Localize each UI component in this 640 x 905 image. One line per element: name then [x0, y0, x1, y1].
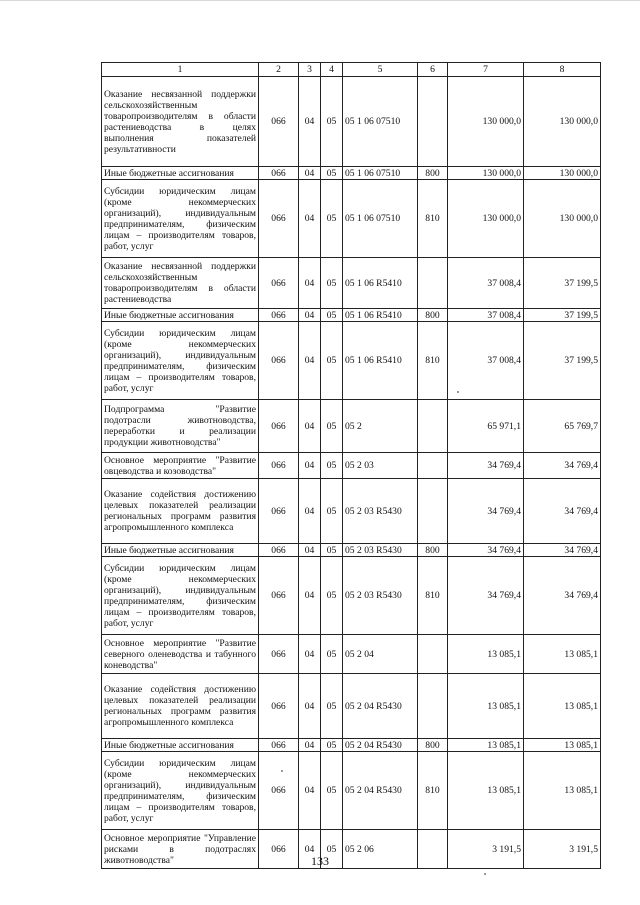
- amount-col8: 13 085,1: [524, 635, 601, 674]
- expense-type: [418, 635, 448, 674]
- target-article: 05 2 04 R5430: [343, 739, 418, 752]
- section-code: 04: [299, 557, 321, 635]
- amount-col7: 13 085,1: [448, 739, 524, 752]
- target-article: 05 1 06 07510: [343, 180, 418, 258]
- row-description: Иные бюджетные ассигнования: [102, 739, 259, 752]
- column-number: 4: [321, 63, 343, 77]
- target-article: 05 2 04 R5430: [343, 674, 418, 739]
- amount-col7: 3 191,5: [448, 830, 524, 869]
- section-code: 04: [299, 400, 321, 453]
- subsection-code: 05: [321, 635, 343, 674]
- row-description: Основное мероприятие "Управление рисками в подотраслях животноводства": [102, 830, 259, 869]
- ministry-code: 066: [259, 752, 299, 830]
- target-article: 05 2 03 R5430: [343, 544, 418, 557]
- table-row: [102, 322, 601, 400]
- table-row: [102, 309, 601, 322]
- ministry-code: 066: [259, 453, 299, 479]
- ministry-code: 066: [259, 309, 299, 322]
- row-description: Субсидии юридическим лицам (кроме некоммерческих организаций), индивидуальным предпринимателям, физическим лицам – производителям товаров, работ, услуг: [102, 752, 259, 830]
- amount-col7: 13 085,1: [448, 635, 524, 674]
- amount-col8: 130 000,0: [524, 167, 601, 180]
- amount-col8: 34 769,4: [524, 557, 601, 635]
- column-number: 7: [448, 63, 524, 77]
- expense-type: 800: [418, 167, 448, 180]
- amount-col8: 130 000,0: [524, 180, 601, 258]
- ministry-code: 066: [259, 322, 299, 400]
- target-article: 05 2 03 R5430: [343, 479, 418, 544]
- table-row: [102, 635, 601, 674]
- expense-type: 800: [418, 309, 448, 322]
- target-article: 05 2: [343, 400, 418, 453]
- section-code: 04: [299, 309, 321, 322]
- scan-edge: [0, 0, 640, 1]
- section-code: 04: [299, 635, 321, 674]
- target-article: 05 2 04: [343, 635, 418, 674]
- expense-type: 800: [418, 739, 448, 752]
- amount-col7: 34 769,4: [448, 544, 524, 557]
- amount-col8: 34 769,4: [524, 479, 601, 544]
- amount-col8: 37 199,5: [524, 322, 601, 400]
- table-row: [102, 674, 601, 739]
- row-description: Основное мероприятие "Развитие северного оленеводства и табунного коневодства": [102, 635, 259, 674]
- table-row: [102, 479, 601, 544]
- target-article: 05 2 03 R5430: [343, 557, 418, 635]
- column-number: 1: [102, 63, 259, 77]
- table-row: [102, 739, 601, 752]
- amount-col7: 130 000,0: [448, 180, 524, 258]
- column-number: 2: [259, 63, 299, 77]
- amount-col8: 13 085,1: [524, 674, 601, 739]
- row-description: Оказание содействия достижению целевых показателей реализации региональных программ развития агропромышленного комплекса: [102, 479, 259, 544]
- table-row: [102, 752, 601, 830]
- row-description: Основное мероприятие "Развитие овцеводства и козоводства": [102, 453, 259, 479]
- table-row: [102, 453, 601, 479]
- amount-col7: 13 085,1: [448, 752, 524, 830]
- ministry-code: 066: [259, 739, 299, 752]
- target-article: 05 2 04 R5430: [343, 752, 418, 830]
- amount-col8: 130 000,0: [524, 77, 601, 167]
- expense-type: 810: [418, 180, 448, 258]
- ministry-code: 066: [259, 674, 299, 739]
- amount-col8: 37 199,5: [524, 309, 601, 322]
- subsection-code: 05: [321, 557, 343, 635]
- expense-type: [418, 479, 448, 544]
- expense-type: 810: [418, 557, 448, 635]
- table-row: [102, 544, 601, 557]
- amount-col8: 34 769,4: [524, 453, 601, 479]
- ministry-code: 066: [259, 77, 299, 167]
- row-description: Субсидии юридическим лицам (кроме некоммерческих организаций), индивидуальным предпринимателям, физическим лицам – производителям товаров, работ, услуг: [102, 322, 259, 400]
- amount-col7: 34 769,4: [448, 557, 524, 635]
- subsection-code: 05: [321, 830, 343, 869]
- section-code: 04: [299, 479, 321, 544]
- section-code: 04: [299, 167, 321, 180]
- column-number: 3: [299, 63, 321, 77]
- expense-type: [418, 400, 448, 453]
- expense-type: [418, 453, 448, 479]
- amount-col7: 65 971,1: [448, 400, 524, 453]
- subsection-code: 05: [321, 167, 343, 180]
- target-article: 05 1 06 R5410: [343, 322, 418, 400]
- section-code: 04: [299, 180, 321, 258]
- subsection-code: 05: [321, 453, 343, 479]
- table-row: [102, 400, 601, 453]
- subsection-code: 05: [321, 77, 343, 167]
- table-row: [102, 167, 601, 180]
- row-description: Оказание содействия достижению целевых показателей реализации региональных программ развития агропромышленного комплекса: [102, 674, 259, 739]
- ministry-code: 066: [259, 479, 299, 544]
- section-code: 04: [299, 674, 321, 739]
- subsection-code: 05: [321, 322, 343, 400]
- column-number: 8: [524, 63, 601, 77]
- ministry-code: 066: [259, 635, 299, 674]
- amount-col7: 130 000,0: [448, 77, 524, 167]
- subsection-code: 05: [321, 544, 343, 557]
- section-code: 04: [299, 544, 321, 557]
- row-description: Субсидии юридическим лицам (кроме некоммерческих организаций), индивидуальным предпринимателям, физическим лицам – производителям товаров, работ, услуг: [102, 557, 259, 635]
- expense-type: [418, 77, 448, 167]
- section-code: 04: [299, 322, 321, 400]
- subsection-code: 05: [321, 752, 343, 830]
- ministry-code: 066: [259, 557, 299, 635]
- target-article: 05 2 06: [343, 830, 418, 869]
- amount-col8: 37 199,5: [524, 258, 601, 309]
- amount-col7: 13 085,1: [448, 674, 524, 739]
- row-description: Подпрограмма "Развитие подотрасли животноводства, переработки и реализации продукции животноводства": [102, 400, 259, 453]
- subsection-code: 05: [321, 674, 343, 739]
- row-description: Оказание несвязанной поддержки сельскохозяйственным товаропроизводителям в области растениеводства: [102, 258, 259, 309]
- subsection-code: 05: [321, 739, 343, 752]
- table-row: [102, 77, 601, 167]
- amount-col7: 130 000,0: [448, 167, 524, 180]
- scan-speck: [484, 873, 486, 875]
- section-code: 04: [299, 830, 321, 869]
- row-description: Субсидии юридическим лицам (кроме некоммерческих организаций), индивидуальным предпринимателям, физическим лицам – производителям товаров, работ, услуг: [102, 180, 259, 258]
- subsection-code: 05: [321, 400, 343, 453]
- target-article: 05 1 06 07510: [343, 77, 418, 167]
- column-number: 6: [418, 63, 448, 77]
- amount-col7: 37 008,4: [448, 258, 524, 309]
- subsection-code: 05: [321, 258, 343, 309]
- table-row: [102, 258, 601, 309]
- table-header-row: [102, 63, 601, 77]
- section-code: 04: [299, 739, 321, 752]
- amount-col7: 34 769,4: [448, 479, 524, 544]
- page-number: 133: [311, 854, 329, 868]
- ministry-code: 066: [259, 180, 299, 258]
- expense-type: 810: [418, 322, 448, 400]
- row-description: Иные бюджетные ассигнования: [102, 544, 259, 557]
- scan-speck: [457, 391, 459, 393]
- expense-type: 800: [418, 544, 448, 557]
- row-description: Оказание несвязанной поддержки сельскохозяйственным товаропроизводителям в области растениеводства в целях выполнения показателей результативности: [102, 77, 259, 167]
- table-row: [102, 557, 601, 635]
- expense-type: [418, 674, 448, 739]
- ministry-code: 066: [259, 544, 299, 557]
- column-number: 5: [343, 63, 418, 77]
- ministry-code: 066: [259, 167, 299, 180]
- target-article: 05 1 06 R5410: [343, 309, 418, 322]
- amount-col7: 34 769,4: [448, 453, 524, 479]
- amount-col7: 37 008,4: [448, 309, 524, 322]
- section-code: 04: [299, 77, 321, 167]
- expense-type: [418, 258, 448, 309]
- target-article: 05 2 03: [343, 453, 418, 479]
- amount-col8: 34 769,4: [524, 544, 601, 557]
- target-article: 05 1 06 07510: [343, 167, 418, 180]
- subsection-code: 05: [321, 309, 343, 322]
- amount-col8: 65 769,7: [524, 400, 601, 453]
- amount-col8: 13 085,1: [524, 739, 601, 752]
- subsection-code: 05: [321, 180, 343, 258]
- amount-col7: 37 008,4: [448, 322, 524, 400]
- row-description: Иные бюджетные ассигнования: [102, 167, 259, 180]
- section-code: 04: [299, 453, 321, 479]
- table-row: [102, 180, 601, 258]
- ministry-code: 066: [259, 258, 299, 309]
- amount-col8: 3 191,5: [524, 830, 601, 869]
- row-description: Иные бюджетные ассигнования: [102, 309, 259, 322]
- section-code: 04: [299, 752, 321, 830]
- target-article: 05 1 06 R5410: [343, 258, 418, 309]
- section-code: 04: [299, 258, 321, 309]
- ministry-code: 066: [259, 830, 299, 869]
- ministry-code: 066: [259, 400, 299, 453]
- amount-col8: 13 085,1: [524, 752, 601, 830]
- scan-speck: [281, 770, 283, 772]
- expense-type: 810: [418, 752, 448, 830]
- subsection-code: 05: [321, 479, 343, 544]
- budget-table: [101, 62, 601, 869]
